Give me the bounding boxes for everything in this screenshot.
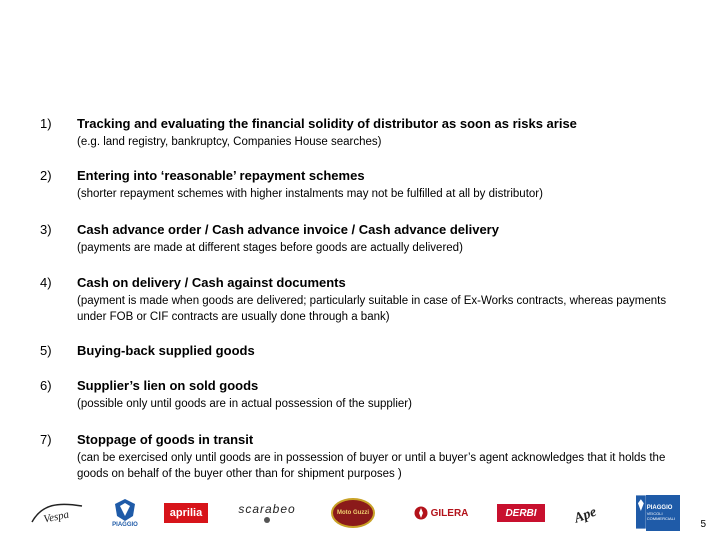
- piaggio-vc-subtitle: VEICOLI COMMERCIALI: [646, 511, 675, 521]
- piaggio-vc-shield-icon: [636, 495, 646, 529]
- piaggio-shield-icon: [113, 498, 137, 522]
- aprilia-logo: [164, 495, 208, 531]
- item-number: 4): [40, 275, 52, 290]
- item-title: Entering into ‘reasonable’ repayment schemes: [77, 168, 365, 183]
- scarabeo-logo: [232, 495, 302, 531]
- scarabeo-wordmark: scarabeo: [238, 502, 296, 516]
- ape-logo: [566, 495, 606, 531]
- piaggio-logo: [104, 495, 146, 531]
- derbi-logo: [496, 495, 546, 531]
- ape-logo-mark: [566, 499, 606, 527]
- page-number: 5: [700, 519, 706, 530]
- ape-wordmark: Ape: [572, 504, 599, 527]
- piaggio-vc-wordmark: PIAGGIO: [646, 505, 673, 511]
- vespa-logo: [28, 495, 86, 531]
- item-title: Stoppage of goods in transit: [77, 432, 254, 447]
- brand-logo-strip: [0, 495, 720, 535]
- item-number: 1): [40, 116, 52, 131]
- item-title: Buying-back supplied goods: [77, 343, 255, 358]
- piaggio-wordmark: PIAGGIO: [112, 522, 138, 528]
- item-number: 6): [40, 378, 52, 393]
- item-title: Tracking and evaluating the financial solidity of distributor as soon as risks arise: [77, 116, 577, 131]
- item-subtext: (e.g. land registry, bankruptcy, Companies House searches): [77, 136, 382, 148]
- item-title: Cash advance order / Cash advance invoice / Cash advance delivery: [77, 222, 499, 237]
- item-title: Supplier’s lien on sold goods: [77, 378, 259, 393]
- item-number: 3): [40, 222, 52, 237]
- item-subtext: (possible only until goods are in actual possession of the supplier): [77, 398, 412, 410]
- aprilia-wordmark: aprilia: [164, 503, 208, 523]
- item-number: 2): [40, 168, 52, 183]
- item-title: Cash on delivery / Cash against documents: [77, 275, 346, 290]
- item-subtext: (payments are made at different stages before goods are actually delivered): [77, 242, 463, 254]
- gilera-logo: [408, 495, 474, 531]
- item-number: 7): [40, 432, 52, 447]
- piaggio-veicoli-commerciali-logo: [636, 495, 680, 531]
- gilera-emblem-icon: [414, 506, 428, 520]
- item-subtext: (payment is made when goods are delivered; particularly suitable in case of Ex-Works contracts, whereas payments under FOB or CIF contracts are usually done through a bank): [77, 295, 667, 323]
- scarabeo-emblem-icon: [263, 516, 271, 524]
- gilera-wordmark: GILERA: [430, 507, 469, 519]
- moto-guzzi-logo: [332, 495, 374, 531]
- moto-guzzi-emblem: Moto Guzzi: [331, 498, 375, 528]
- vespa-logo-mark: [28, 498, 86, 528]
- item-subtext: (can be exercised only until goods are in possession of buyer or until a buyer’s agent acknowledges that it holds the goods on behalf of the buyer other than for shipment purposes ): [77, 452, 666, 480]
- item-number: 5): [40, 343, 52, 358]
- item-subtext: (shorter repayment schemes with higher instalments may not be fulfilled at all by distributor): [77, 188, 543, 200]
- derbi-wordmark: DERBI: [497, 504, 545, 522]
- vespa-wordmark: Vespa: [42, 508, 71, 526]
